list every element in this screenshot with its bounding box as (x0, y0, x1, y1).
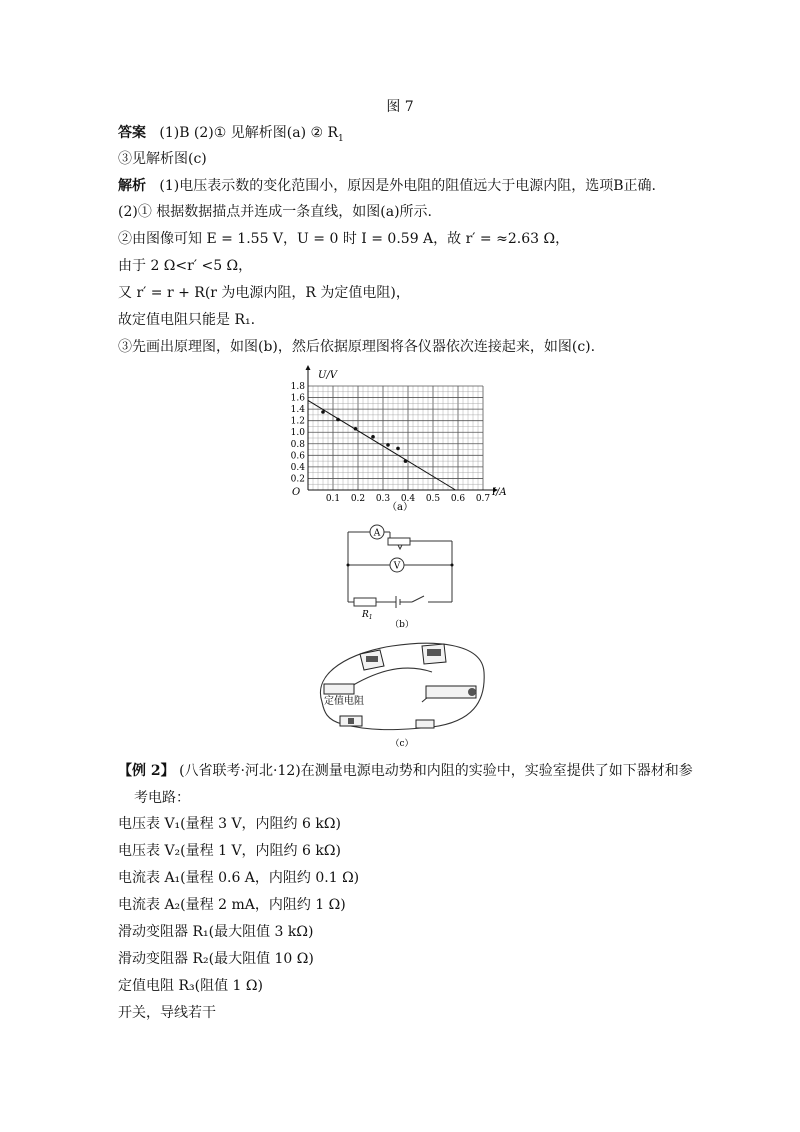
resistor-label: $R_1$ (362, 610, 373, 621)
y-axis-arrow (306, 365, 311, 370)
figure-b-label: （b） (390, 620, 414, 630)
rheostat-slider (398, 545, 402, 549)
x-tick-label: 0.6 (450, 494, 466, 504)
y-tick-label: 0.4 (290, 462, 305, 473)
equipment-item: 电流表 A₁(量程 0.6 A，内阻约 0.1 Ω) (118, 870, 360, 886)
analysis-line-5: 又 r′ = r + R(r 为电源内阻，R 为定值电阻)， (118, 285, 410, 301)
graph-tick-labels (291, 382, 491, 504)
voltmeter-label: V (393, 561, 401, 572)
analysis-line-6: 故定值电阻只能是 R₁. (118, 312, 256, 328)
y-tick-label: 1.8 (290, 382, 305, 392)
graph-axes (306, 365, 499, 493)
figure-a-ui-graph (280, 362, 520, 514)
x-tick-label: 0.7 (475, 494, 491, 504)
rheostat-coil (468, 688, 476, 696)
junction-dot (451, 564, 454, 567)
y-tick-label: 1.2 (290, 416, 305, 427)
data-point (404, 459, 408, 463)
data-point (396, 447, 400, 451)
battery-cell (348, 718, 354, 724)
junction-dot (347, 564, 350, 567)
graph-grid (308, 386, 483, 490)
figure-b-circuit (340, 516, 460, 630)
x-tick-label: 0.5 (425, 494, 441, 504)
y-tick-label: 0.8 (290, 439, 305, 450)
wire (342, 668, 432, 692)
figure-7-caption: 图 7 (386, 99, 414, 115)
data-point (354, 427, 358, 431)
switch-device (416, 720, 434, 728)
origin-label: O (292, 487, 301, 498)
answer-line (118, 122, 344, 150)
equipment-item: 电压表 V₁(量程 3 V，内阻约 6 kΩ) (118, 816, 341, 832)
fixed-resistor-device (324, 684, 354, 694)
example-line-2: 考电路： (134, 790, 190, 806)
equipment-item: 滑动变阻器 R₁(最大阻值 3 kΩ) (118, 924, 314, 940)
figure-c-wiring (312, 632, 492, 750)
rheostat-symbol (388, 538, 410, 545)
switch-symbol (412, 596, 424, 602)
analysis-text-1: (1)电压表示数的变化范围小，原因是外电阻的阻值远大于电源内阻，选项B正确. (159, 178, 656, 194)
data-point (321, 410, 325, 414)
ammeter-label: A (373, 528, 381, 539)
voltmeter-dial (427, 649, 441, 656)
analysis-line-2: (2)① 根据数据描点并连成一条直线，如图(a)所示. (118, 204, 433, 220)
analysis-line-1 (118, 175, 656, 197)
answer-label: 答案 (118, 125, 146, 141)
equipment-item: 滑动变阻器 R₂(最大阻值 10 Ω) (118, 951, 314, 967)
x-tick-label: 0.4 (400, 494, 416, 504)
resistor-symbol (354, 598, 376, 606)
data-point (371, 435, 375, 439)
analysis-label: 解析 (118, 178, 146, 194)
x-axis-label: I/A (492, 487, 507, 498)
y-tick-label: 1.4 (290, 405, 305, 416)
analysis-line-3: ②由图像可知 E = 1.55 V，U = 0 时 I = 0.59 A，故 r′ = ≈2.63 Ω， (118, 231, 570, 247)
x-tick-label: 0.2 (350, 494, 366, 504)
figure-a-label: （a） (387, 502, 413, 513)
example-line-1 (118, 760, 693, 782)
answer-text: (1)B (2)① 见解析图(a) ② R (159, 125, 339, 141)
analysis-line-7: ③先画出原理图，如图(b)，然后依据原理图将各仪器依次连接起来，如图(c). (118, 339, 596, 355)
y-tick-label: 1.6 (290, 393, 305, 404)
figure-c-label: （c） (390, 739, 414, 749)
answer-line-2: ③见解析图(c) (118, 151, 207, 167)
data-point (386, 443, 390, 447)
example-label: 【例 2】 (118, 763, 175, 779)
example-text: (八省联考·河北·12)在测量电源电动势和内阻的实验中，实验室提供了如下器材和参 (179, 763, 693, 779)
ammeter-dial (366, 656, 378, 662)
y-axis-label: U/V (318, 370, 338, 381)
y-tick-label: 0.2 (290, 474, 305, 485)
equipment-item: 电压表 V₂(量程 1 V，内阻约 6 kΩ) (118, 843, 341, 859)
analysis-line-4: 由于 2 Ω<r′ <5 Ω， (118, 258, 253, 274)
data-point (336, 418, 340, 422)
fixed-resistor-label: 定值电阻 (324, 696, 364, 707)
equipment-item: 定值电阻 R₃(阻值 1 Ω) (118, 978, 263, 994)
equipment-item: 电流表 A₂(量程 2 mA，内阻约 1 Ω) (118, 897, 346, 913)
x-tick-label: 0.1 (325, 494, 341, 504)
equipment-item: 开关，导线若干 (118, 1005, 216, 1021)
y-tick-label: 0.6 (290, 451, 305, 462)
x-tick-label: 0.3 (375, 494, 391, 504)
y-tick-label: 1.0 (290, 428, 305, 439)
answer-sub: 1 (338, 133, 344, 144)
